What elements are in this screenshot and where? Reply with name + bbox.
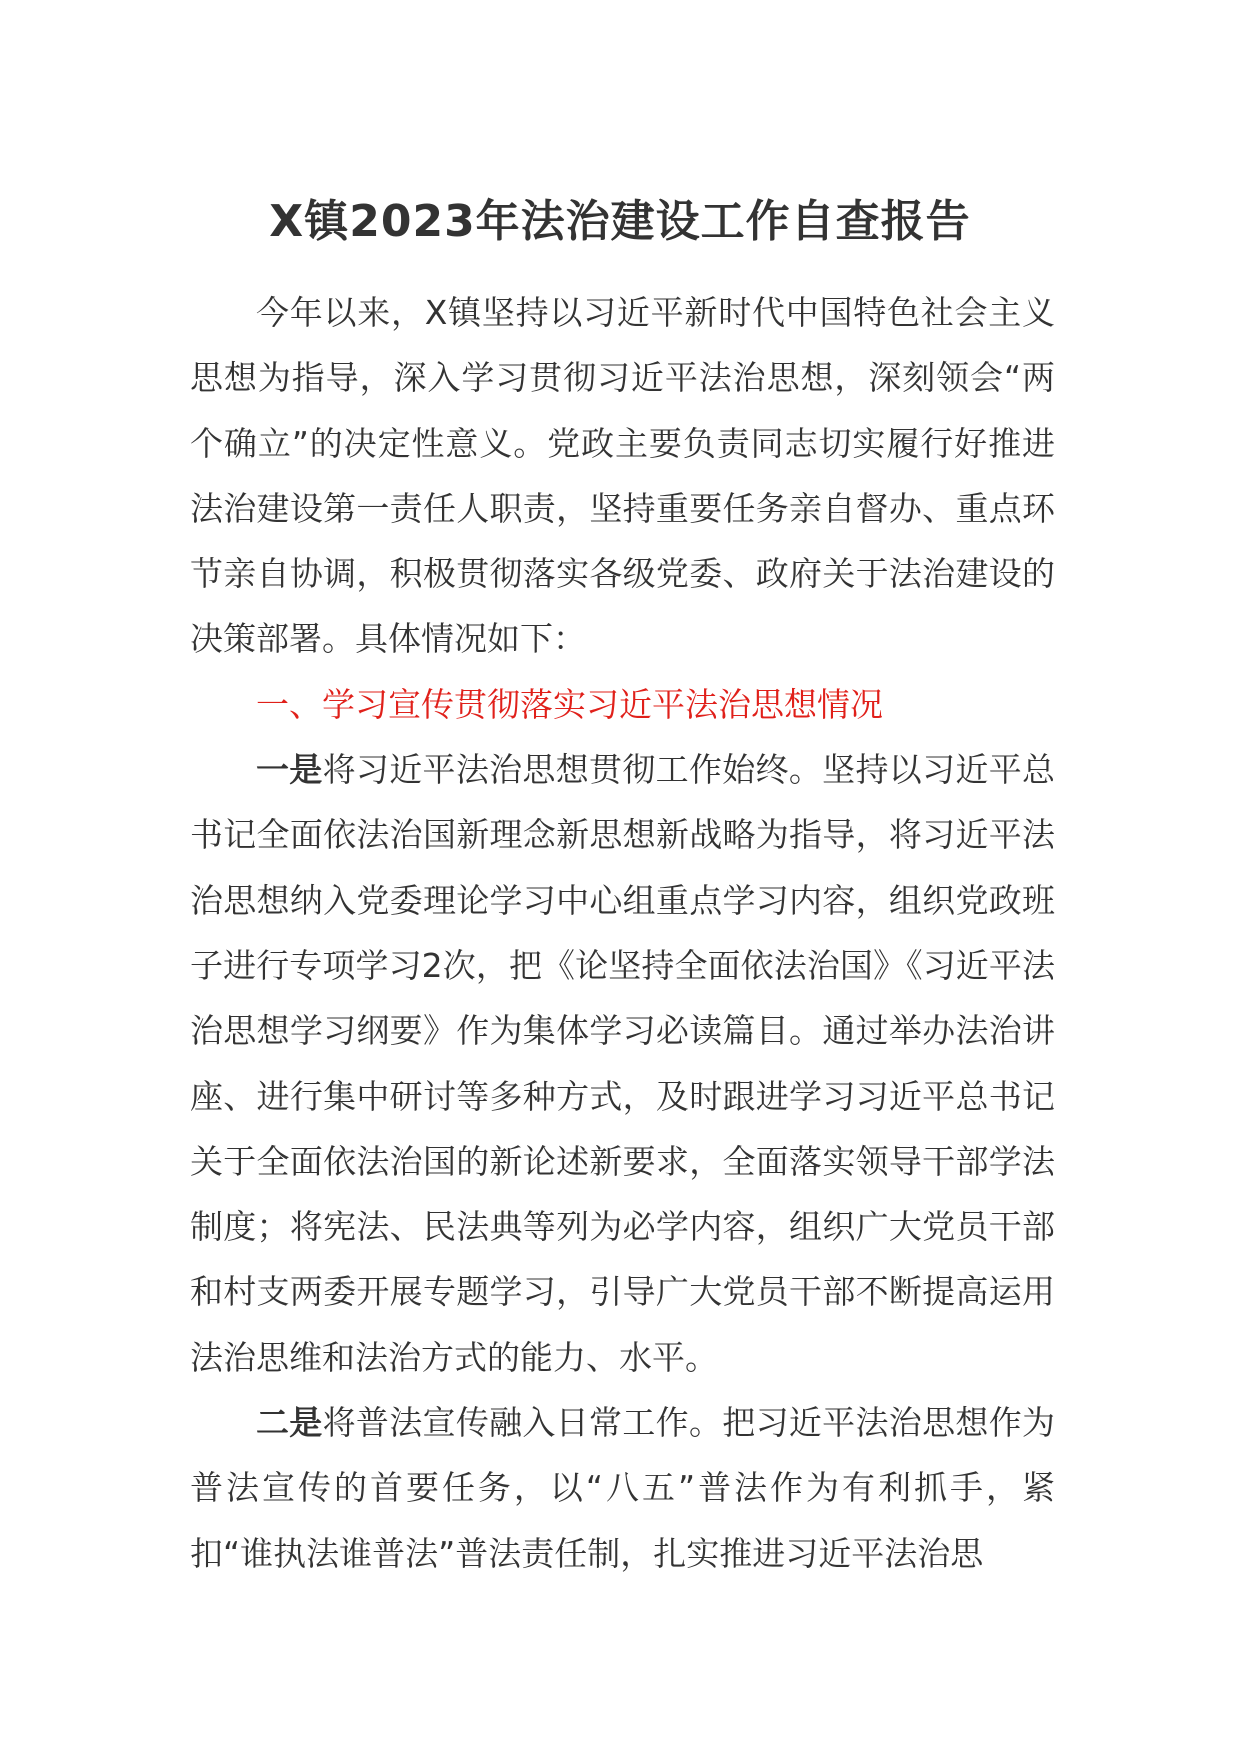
paragraph-one-text: 将习近平法治思想贯彻工作始终。坚持以习近平总书记全面依法治国新理念新思想新战略为指导，将习近平法治思想纳入党委理论学习中心组重点学习内容，组织党政班子进行专项学习2次，把《论坚持全面依法治国》《习近平法治思想学习纲要》作为集体学习必读篇目。通过举办法治讲座、进行集中研讨等多种方式，及时跟进学习习近平总书记关于全面依法治国的新论述新要求，全面落实领导干部学法制度；将宪法、民法典等列为必学内容，组织广大党员干部和村支两委开展专题学习，引导广大党员干部不断提高运用法治思维和法治方式的能力、水平。 xyxy=(190,750,1056,1377)
paragraph-two-lead: 二是 xyxy=(256,1403,323,1443)
paragraph-one xyxy=(190,737,1055,1390)
paragraph-two xyxy=(190,1390,1055,1586)
intro-paragraph: 今年以来，X镇坚持以习近平新时代中国特色社会主义思想为指导，深入学习贯彻习近平法治思想，深刻领会“两个确立”的决定性意义。党政主要负责同志切实履行好推进法治建设第一责任人职责，坚持重要任务亲自督办、重点环节亲自协调，积极贯彻落实各级党委、政府关于法治建设的决策部署。具体情况如下： xyxy=(190,293,1055,659)
paragraph-one-lead: 一是 xyxy=(256,750,323,790)
paragraph-two-text: 将普法宣传融入日常工作。把习近平法治思想作为普法宣传的首要任务，以“八五”普法作为有利抓手，紧扣“谁执法谁普法”普法责任制，扎实推进习近平法治思 xyxy=(190,1403,1056,1573)
document-title: X镇2023年法治建设工作自查报告 xyxy=(269,196,971,247)
section-heading: 一、学习宣传贯彻落实习近平法治思想情况 xyxy=(256,684,883,724)
document-body xyxy=(190,280,1055,1586)
